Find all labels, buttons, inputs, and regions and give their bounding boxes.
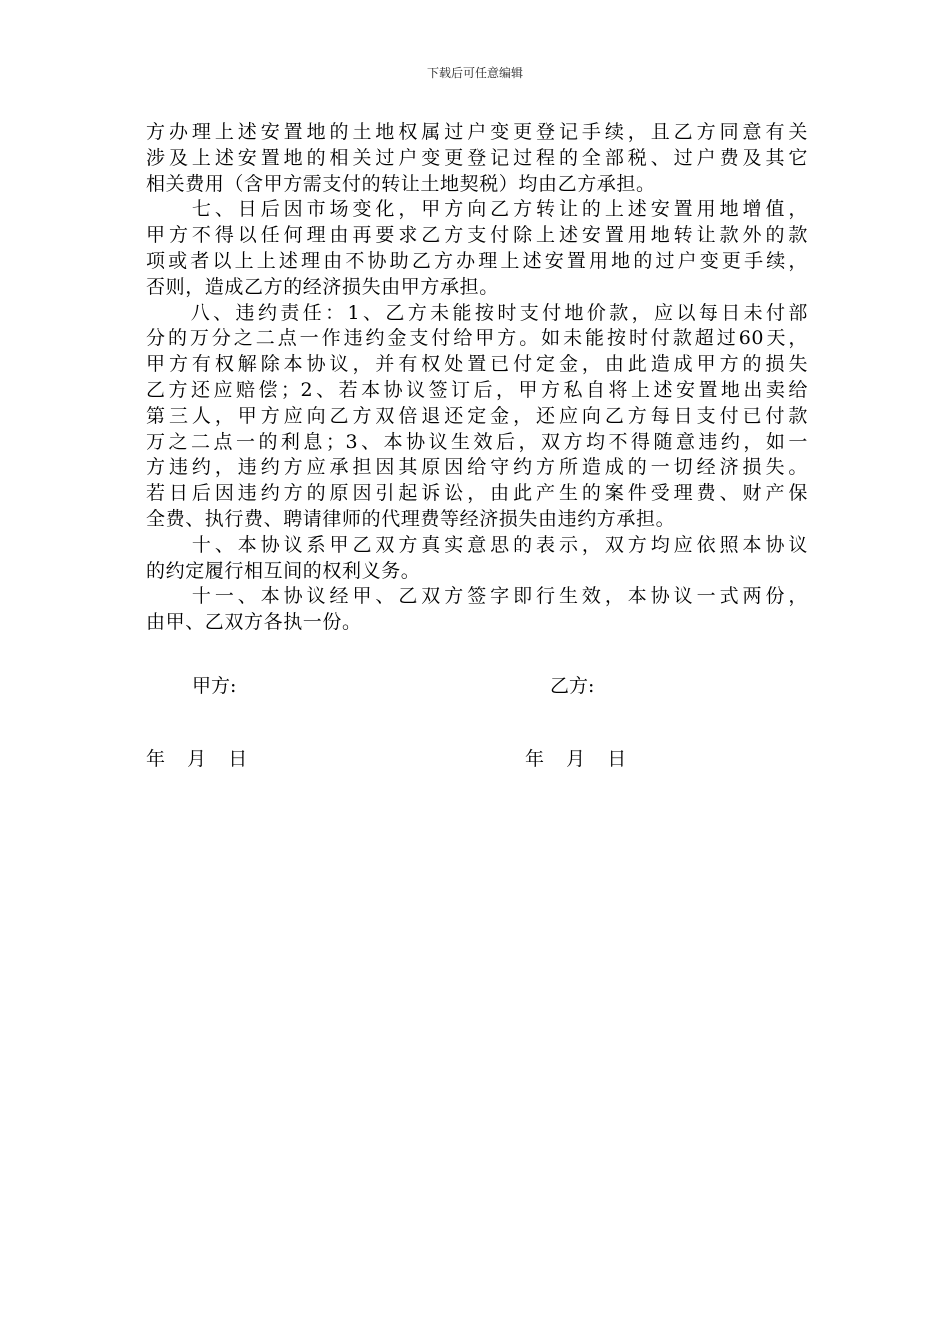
- party-a-signature-label: 甲方:: [192, 675, 237, 697]
- body-line-1: 方办理上述安置地的土地权属过户变更登记手续，且乙方同意有关: [146, 121, 808, 143]
- body-line-11: 乙方还应赔偿；2、若本协议签订后，甲方私自将上述安置地出卖给: [146, 378, 808, 401]
- body-line-6: 项或者以上上述理由不协助乙方办理上述安置用地的过户变更手续，: [146, 249, 808, 272]
- body-line-12: 第三人，甲方应向乙方双倍退还定金，还应向乙方每日支付已付款: [146, 404, 808, 427]
- body-line-18: 的约定履行相互间的权利义务。: [146, 559, 421, 582]
- body-line-5: 甲方不得以任何理由再要求乙方支付除上述安置用地转让款外的款: [146, 224, 808, 247]
- body-line-4: 七、日后因市场变化，甲方向乙方转让的上述安置用地增值，: [146, 198, 808, 221]
- body-line-13: 万之二点一的利息；3、本协议生效后，双方均不得随意违约，如一: [146, 430, 808, 453]
- page-header-note: 下载后可任意编辑: [426, 66, 523, 80]
- party-a-date: 年 月 日: [146, 748, 249, 770]
- body-line-14: 方违约，违约方应承担因其原因给守约方所造成的一切经济损失。: [146, 456, 808, 479]
- body-line-8: 八、违约责任：1、乙方未能按时支付地价款，应以每日未付部: [146, 301, 808, 324]
- party-b-signature-label: 乙方:: [550, 675, 595, 697]
- body-line-9: 分的万分之二点一作违约金支付给甲方。如未能按时付款超过60天，: [146, 327, 808, 350]
- body-line-19: 十一、本协议经甲、乙双方签字即行生效，本协议一式两份，: [146, 585, 808, 608]
- body-line-7: 否则，造成乙方的经济损失由甲方承担。: [146, 275, 499, 298]
- body-line-16: 全费、执行费、聘请律师的代理费等经济损失由违约方承担。: [146, 507, 676, 530]
- body-line-10: 甲方有权解除本协议，并有权处置已付定金，由此造成甲方的损失: [146, 353, 808, 376]
- body-line-15: 若日后因违约方的原因引起诉讼，由此产生的案件受理费、财产保: [146, 482, 808, 505]
- body-line-17: 十、本协议系甲乙双方真实意思的表示，双方均应依照本协议: [146, 533, 808, 556]
- agreement-body: [146, 120, 808, 636]
- body-line-3: 相关费用（含甲方需支付的转让土地契税）均由乙方承担。: [146, 172, 656, 195]
- body-line-20: 由甲、乙双方各执一份。: [146, 611, 362, 634]
- body-line-2: 涉及上述安置地的相关过户变更登记过程的全部税、过户费及其它: [146, 146, 808, 169]
- party-b-date: 年 月 日: [525, 748, 628, 770]
